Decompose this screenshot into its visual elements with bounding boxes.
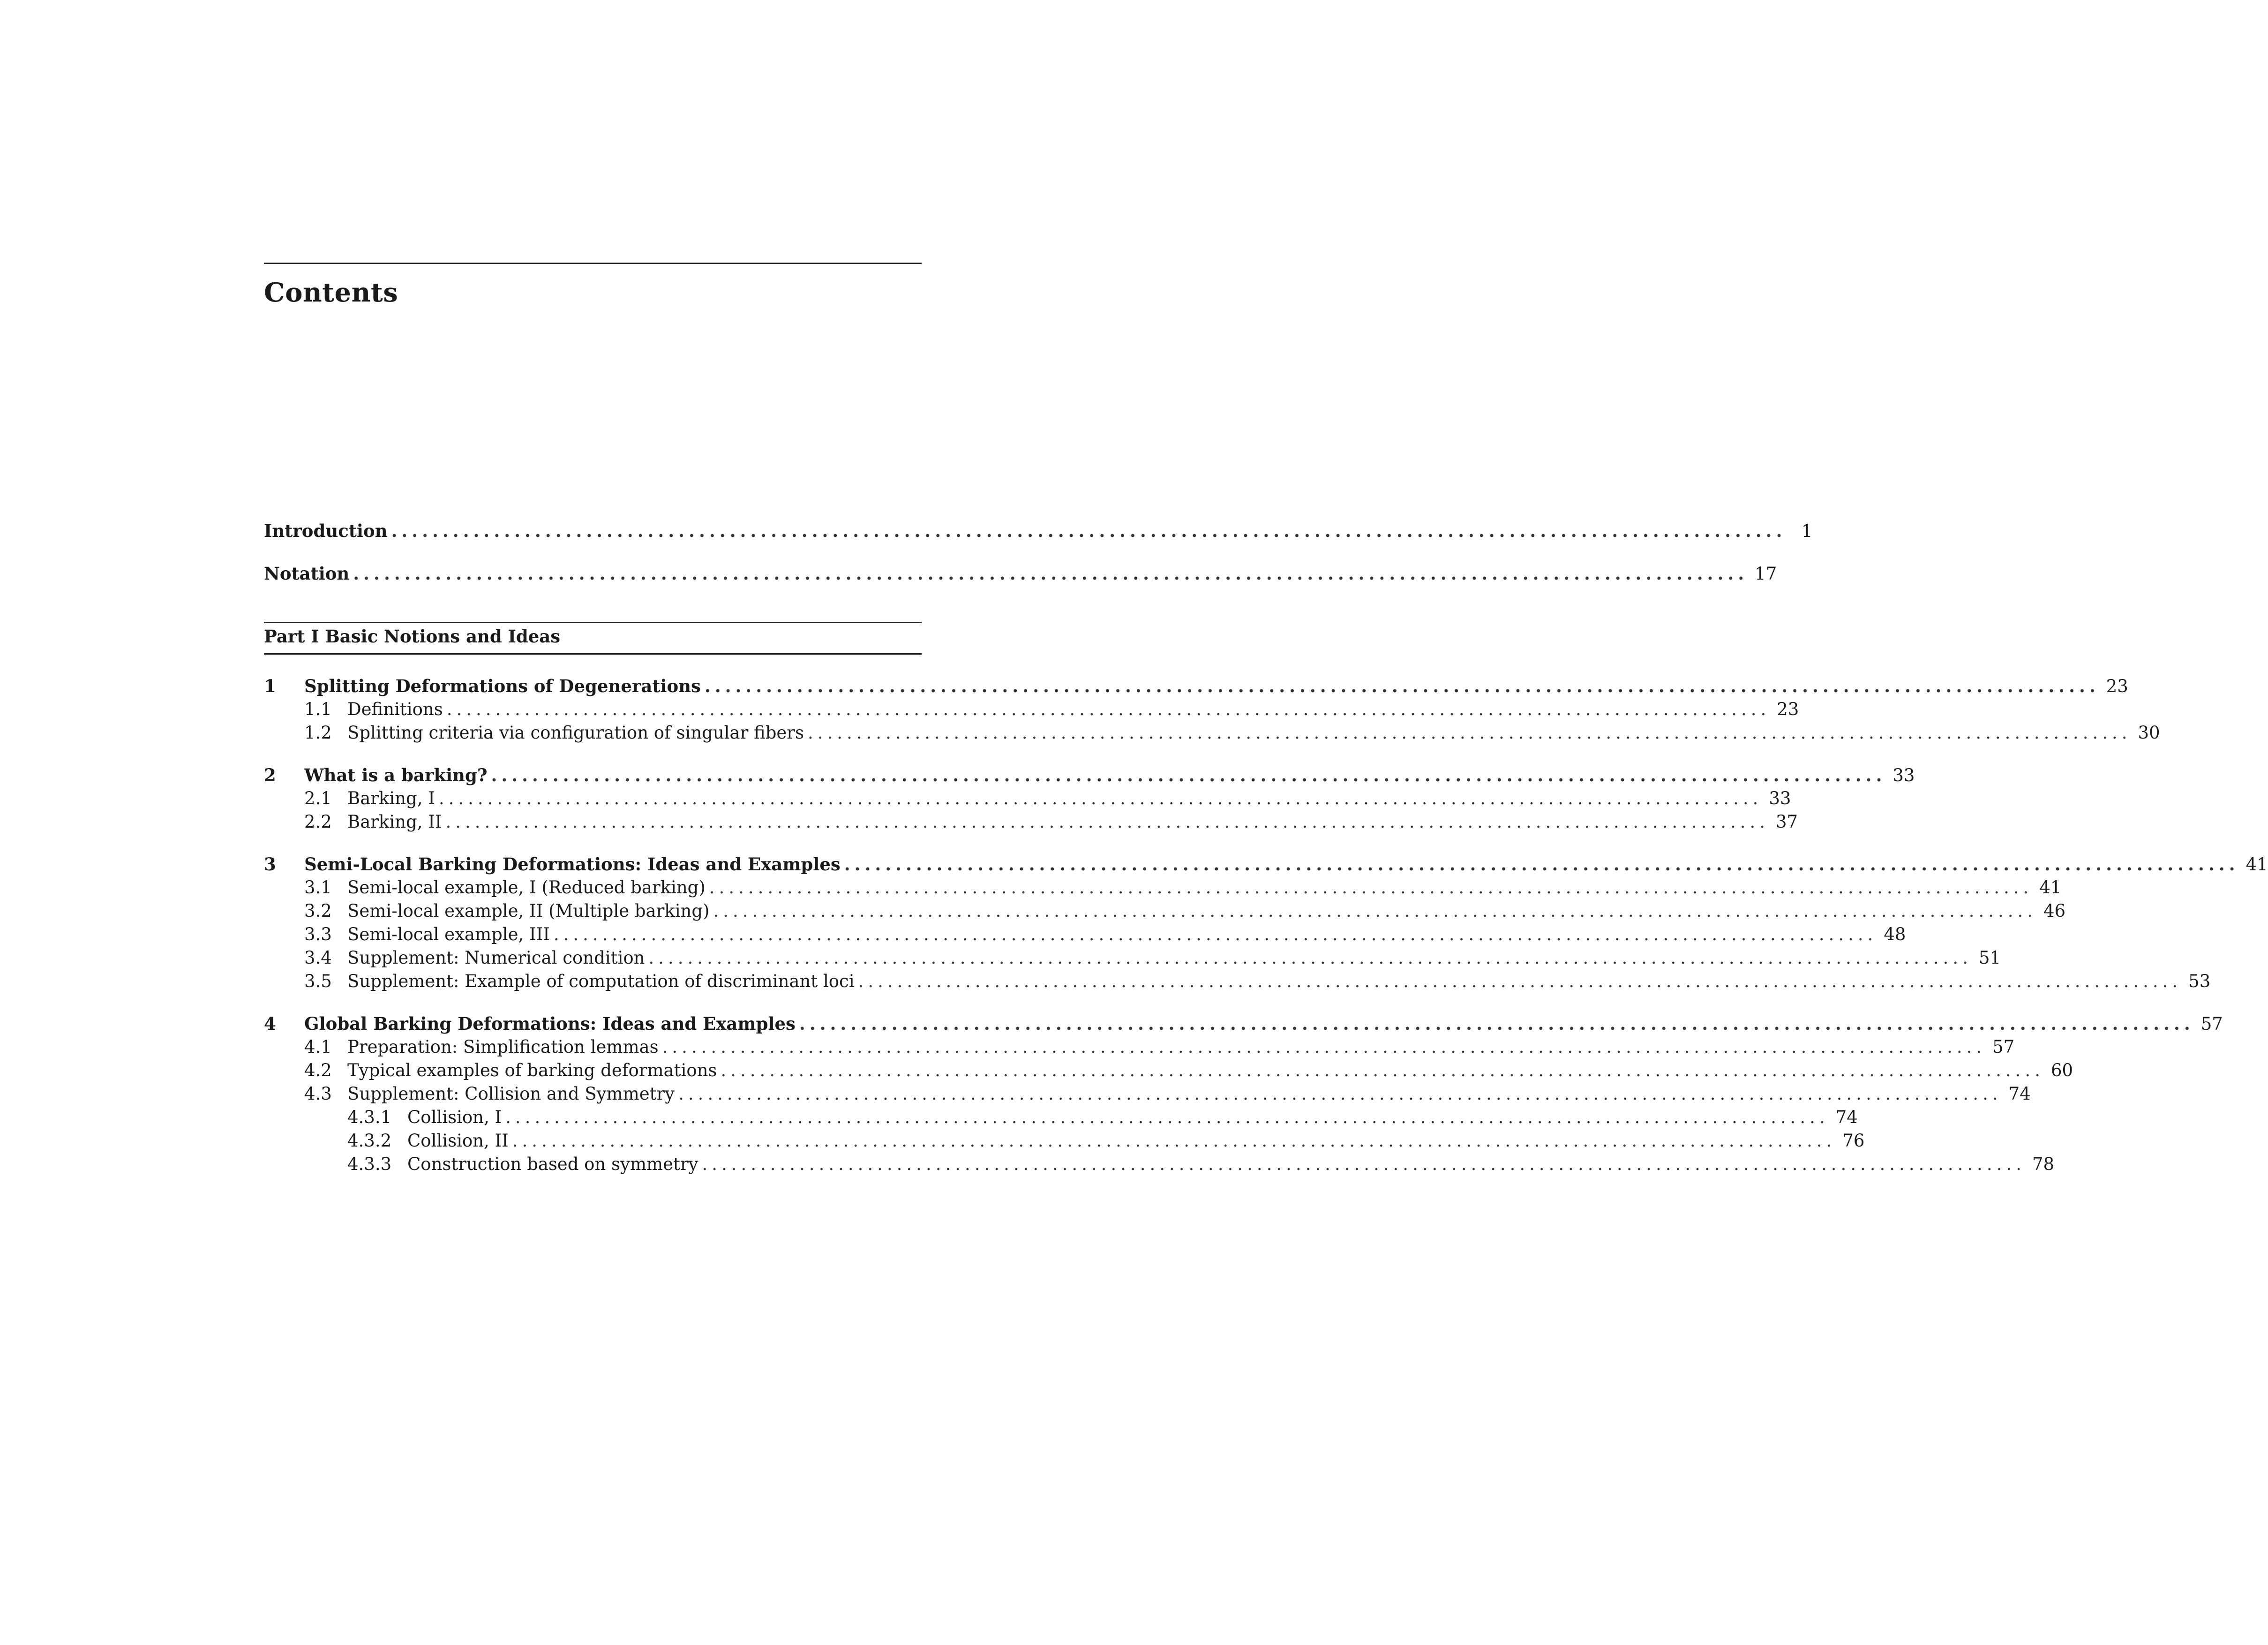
section-number: 3.2 (304, 901, 332, 921)
entry-page: 48 (1884, 924, 1906, 944)
toc-subsection-4-3-1[interactable] (264, 1106, 1858, 1129)
section-title: Definitions (347, 699, 443, 719)
entry-page: 76 (1842, 1131, 1865, 1151)
toc-entry-introduction[interactable] (264, 519, 1813, 543)
dot-leader: ........................................................................................................................................ (713, 901, 2037, 921)
dot-leader: ........................................................................................................................................ (858, 971, 2182, 991)
toc-section-4-2[interactable] (264, 1059, 2073, 1082)
toc-section-2-2[interactable] (264, 810, 1798, 834)
entry-page: 53 (2188, 971, 2211, 991)
toc-section-3-5[interactable] (264, 970, 2211, 993)
dot-leader: ........................................................................................................................................ (678, 1084, 2002, 1104)
toc-chapter-4[interactable] (264, 1012, 2223, 1035)
section-number: 2.2 (304, 812, 332, 832)
section-number: 4.2 (304, 1060, 332, 1080)
chapter-number: 4 (264, 1013, 276, 1034)
chapter-title: What is a barking? (304, 765, 488, 785)
subsection-number: 4.3.1 (347, 1107, 392, 1127)
dot-leader: ........................................................................................................................................ (505, 1107, 1829, 1127)
section-title: Supplement: Collision and Symmetry (347, 1084, 675, 1104)
subsection-number: 4.3.3 (347, 1154, 392, 1174)
dot-leader: ........................................................................................................................................ (391, 521, 1787, 541)
section-number: 3.4 (304, 948, 332, 968)
toc-section-3-2[interactable] (264, 899, 2066, 923)
entry-page: 46 (2043, 901, 2066, 921)
subsection-title: Construction based on symmetry (407, 1154, 698, 1174)
entry-page: 37 (1776, 812, 1798, 832)
toc-chapter-2[interactable] (264, 763, 1915, 787)
section-title: Typical examples of barking deformations (347, 1060, 717, 1080)
section-title: Supplement: Numerical condition (347, 948, 645, 968)
entry-page: 17 (1755, 564, 1777, 584)
section-number: 3.5 (304, 971, 332, 991)
section-title: Splitting criteria via configuration of singular fibers (347, 723, 804, 743)
top-rule (264, 263, 922, 264)
toc-section-3-1[interactable] (264, 876, 2062, 899)
section-title: Barking, I (347, 788, 435, 808)
toc-chapter-1[interactable] (264, 674, 2128, 698)
toc-subsection-4-3-2[interactable] (264, 1129, 1865, 1153)
toc-section-1-1[interactable] (264, 698, 1799, 721)
subsection-title: Collision, I (407, 1107, 502, 1127)
entry-page: 51 (1978, 948, 2001, 968)
section-title: Semi-local example, II (Multiple barking) (347, 901, 710, 921)
part-bottom-rule (264, 653, 922, 655)
entry-title: Introduction (264, 521, 388, 541)
dot-leader: ........................................................................................................................................ (446, 699, 1771, 719)
entry-page: 60 (2050, 1060, 2073, 1080)
toc-subsection-4-3-3[interactable] (264, 1153, 2055, 1176)
dot-leader: ........................................................................................................................................ (709, 877, 2033, 898)
toc-section-3-3[interactable] (264, 923, 1906, 946)
dot-leader: ........................................................................................................................................ (721, 1060, 2044, 1080)
section-number: 4.1 (304, 1037, 332, 1057)
toc-section-2-1[interactable] (264, 787, 1791, 810)
chapter-number: 3 (264, 854, 276, 875)
section-number: 1.1 (304, 699, 332, 719)
section-number: 1.2 (304, 723, 332, 743)
entry-page: 30 (2138, 723, 2160, 743)
entry-page: 57 (1992, 1037, 2015, 1057)
dot-leader: ........................................................................................................................................ (353, 563, 1749, 584)
toc-section-1-2[interactable] (264, 721, 2160, 745)
dot-leader: ........................................................................................................................................ (662, 1037, 1986, 1057)
toc-section-4-1[interactable] (264, 1035, 2015, 1059)
entry-page: 78 (2032, 1154, 2055, 1174)
entry-page: 33 (1893, 765, 1915, 785)
dot-leader: ........................................................................................................................................ (445, 812, 1769, 832)
subsection-number: 4.3.2 (347, 1131, 392, 1151)
chapter-title: Global Barking Deformations: Ideas and Examples (304, 1013, 796, 1034)
part-top-rule (264, 622, 922, 623)
part-title: Part I Basic Notions and Ideas (264, 626, 561, 647)
section-title: Supplement: Example of computation of discriminant loci (347, 971, 855, 991)
toc-section-3-4[interactable] (264, 946, 2001, 970)
dot-leader: ........................................................................................................................................ (844, 854, 2239, 875)
chapter-number: 2 (264, 765, 276, 785)
entry-page: 1 (1801, 521, 1813, 541)
entry-title: Notation (264, 563, 350, 584)
section-title: Semi-local example, III (347, 924, 550, 944)
chapter-title: Semi-Local Barking Deformations: Ideas and Examples (304, 854, 841, 875)
entry-page: 74 (2008, 1084, 2031, 1104)
dot-leader: ........................................................................................................................................ (512, 1131, 1836, 1151)
page-title: Contents (264, 277, 398, 308)
dot-leader: ........................................................................................................................................ (648, 948, 1972, 968)
entry-page: 23 (1777, 699, 1799, 719)
chapter-title: Splitting Deformations of Degenerations (304, 676, 701, 696)
section-title: Barking, II (347, 812, 442, 832)
dot-leader: ........................................................................................................................................ (438, 788, 1763, 808)
entry-page: 74 (1835, 1107, 1858, 1127)
section-number: 3.3 (304, 924, 332, 944)
dot-leader: ........................................................................................................................................ (807, 723, 2132, 743)
toc-section-4-3[interactable] (264, 1082, 2031, 1106)
dot-leader: ........................................................................................................................................ (491, 765, 1886, 785)
section-number: 4.3 (304, 1084, 332, 1104)
dot-leader: ........................................................................................................................................ (702, 1154, 2026, 1174)
entry-page: 33 (1769, 788, 1791, 808)
entry-page: 41 (2039, 877, 2062, 898)
section-title: Semi-local example, I (Reduced barking) (347, 877, 706, 898)
entry-page: 57 (2200, 1014, 2223, 1034)
toc-entry-notation[interactable] (264, 562, 1777, 585)
section-number: 2.1 (304, 788, 332, 808)
dot-leader: ........................................................................................................................................ (704, 676, 2100, 696)
entry-page: 23 (2106, 676, 2128, 696)
toc-chapter-3[interactable] (264, 853, 2268, 876)
entry-page: 41 (2245, 854, 2268, 875)
dot-leader: ........................................................................................................................................ (799, 1013, 2194, 1034)
chapter-number: 1 (264, 676, 276, 696)
dot-leader: ........................................................................................................................................ (553, 924, 1877, 944)
subsection-title: Collision, II (407, 1131, 509, 1151)
section-number: 3.1 (304, 877, 332, 898)
section-title: Preparation: Simplification lemmas (347, 1037, 659, 1057)
